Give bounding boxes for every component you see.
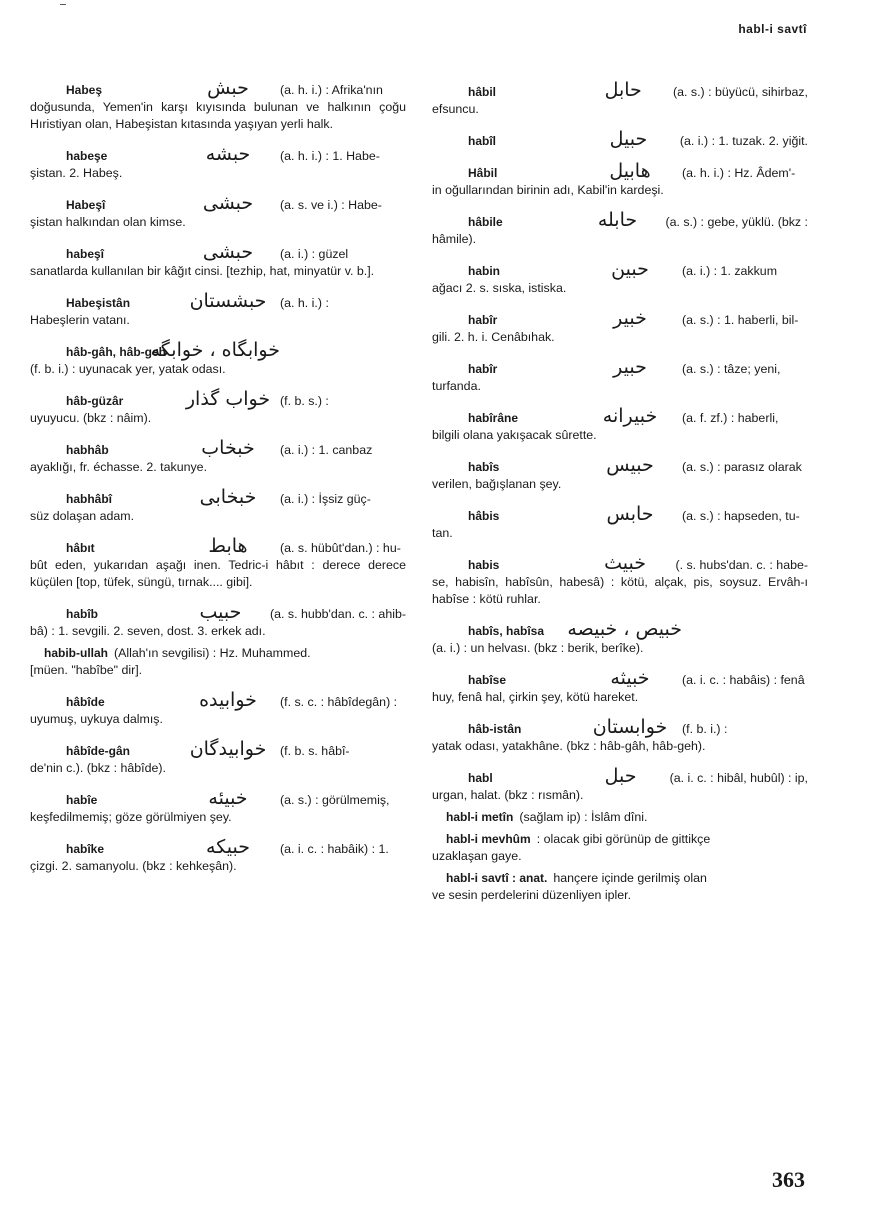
arabic-script: خبخاب — [201, 437, 255, 459]
headword: hâbîde — [66, 695, 105, 709]
arabic-script: خبيئه — [208, 787, 248, 809]
entry-head-line — [432, 716, 808, 738]
headword: hâb-istân — [468, 722, 522, 736]
entry-head-line — [30, 192, 406, 214]
dictionary-entry — [432, 209, 808, 248]
headword: habeşî — [66, 247, 105, 261]
headword: habîl — [468, 134, 497, 148]
dictionary-entry — [432, 258, 808, 297]
definition-start: (a. h. i.) : — [280, 296, 329, 310]
right-column — [432, 79, 808, 917]
entry-head-line — [432, 765, 808, 787]
entry-head-line — [432, 79, 808, 101]
definition-text: ve sesin perdelerini düzenliyen ipler. — [432, 888, 632, 902]
arabic-script: حبش — [207, 77, 249, 99]
definition-text: gili. 2. h. i. Cenâbıhak. — [432, 330, 555, 344]
entry-head-line — [432, 870, 808, 887]
definition-start: (a. h. i.) : 1. Habe- — [280, 149, 380, 163]
definition-start: (a. s.) : 1. haberli, bil- — [682, 313, 799, 327]
headword: habîb — [66, 607, 98, 621]
definition-text: [müen. "habîbe" dir]. — [30, 663, 143, 677]
entry-head-line — [30, 689, 406, 711]
entry-head-line — [30, 339, 406, 361]
dictionary-entry — [432, 716, 808, 755]
dictionary-entry — [30, 689, 406, 728]
definition-start: hançere içinde gerilmiş olan — [553, 871, 707, 885]
definition-start: (f. b. i.) : — [682, 722, 728, 736]
headword: habîs — [468, 460, 500, 474]
headword: hâb-güzâr — [66, 394, 124, 408]
definition-text: huy, fenâ hal, çirkin şey, kötü hareket. — [432, 690, 639, 704]
dictionary-entry — [30, 192, 406, 231]
headword: hâb-gâh, hâb-geh — [66, 345, 166, 359]
dictionary-entry — [30, 738, 406, 777]
headword: habhâbî — [66, 492, 113, 506]
dictionary-entry — [432, 454, 808, 493]
definition-text: şistan halkından olan kimse. — [30, 215, 186, 229]
dictionary-entry — [432, 307, 808, 346]
dictionary-entry — [30, 241, 406, 280]
definition-text: Habeşlerin vatanı. — [30, 313, 130, 327]
definition-text: yatak odası, yatakhâne. (bkz : hâb-gâh, hâb-geh). — [432, 739, 706, 753]
definition-text: bût eden, yukarıdan aşağı inen. Tedric-i hâbıt : derece derece küçülen [top, tüfek, süngü, tırnak.... gibi]. — [30, 558, 406, 589]
arabic-script: حبيس — [606, 454, 654, 476]
definition-start: (a. s.) : parasız olarak — [682, 460, 802, 474]
arabic-script: حابله — [597, 209, 638, 231]
entry-head-line — [432, 618, 808, 640]
definition-text: bilgili olana yakışacak sûrette. — [432, 428, 597, 442]
entry-head-line — [432, 405, 808, 427]
arabic-script: حبير — [613, 356, 647, 378]
entry-head-line — [432, 454, 808, 476]
entry-head-line — [30, 241, 406, 263]
entry-head-line — [432, 160, 808, 182]
definition-start: (a. i.) : 1. zakkum — [682, 264, 778, 278]
entry-head-line — [432, 503, 808, 525]
entry-head-line — [432, 356, 808, 378]
definition-start: (a. i. c. : habâis) : fenâ — [682, 673, 805, 687]
definition-text: verilen, bağışlanan şey. — [432, 477, 562, 491]
entry-head-line — [432, 831, 808, 848]
entry-head-line — [30, 77, 406, 99]
entry-head-line — [432, 809, 808, 826]
definition-text: urgan, halat. (bkz : rısmân). — [432, 788, 584, 802]
headword: Habeşî — [66, 198, 106, 212]
definition-start: (a. s.) : hapseden, tu- — [682, 509, 800, 523]
dictionary-entry — [432, 503, 808, 542]
arabic-script: خوابيدگان — [189, 738, 267, 760]
definition-start: : olacak gibi görünüp de gittikçe — [536, 832, 711, 846]
definition-text: ağacı 2. s. sıska, istiska. — [432, 281, 567, 295]
headword: hâbile — [468, 215, 503, 229]
definition-text: süz dolaşan adam. — [30, 509, 135, 523]
dictionary-entry — [432, 831, 808, 865]
entry-head-line — [30, 738, 406, 760]
definition-start: (a. i.) : güzel — [280, 247, 349, 261]
headword: habîke — [66, 842, 105, 856]
definition-start: (sağlam ip) : İslâm dîni. — [519, 810, 648, 824]
dictionary-entry — [30, 143, 406, 182]
definition-start: (f. b. s. hâbî- — [280, 744, 350, 758]
arabic-script: خبير — [613, 307, 647, 329]
definition-start: (f. s. c. : hâbîdegân) : — [280, 695, 398, 709]
entry-head-line — [432, 667, 808, 689]
definition-start: (a. s. ve i.) : Habe- — [280, 198, 382, 212]
definition-text: (a. i.) : un helvası. (bkz : berik, berîke). — [432, 641, 644, 655]
left-column — [30, 77, 406, 888]
dictionary-entry — [432, 809, 808, 826]
definition-start: (a. i. c. : habâik) : 1. — [280, 842, 389, 856]
arabic-script: خبيص ، خبيصه — [567, 618, 682, 640]
entry-head-line — [30, 143, 406, 165]
arabic-script: خبيثه — [610, 667, 650, 689]
dictionary-entry — [30, 339, 406, 378]
dictionary-entry — [30, 388, 406, 427]
definition-start: (a. s. hübût'dan.) : hu- — [280, 541, 401, 555]
entry-head-line — [432, 209, 808, 231]
arabic-script: حبشى — [202, 192, 254, 214]
definition-text: turfanda. — [432, 379, 481, 393]
definition-text: keşfedilmemiş; göze görülmiyen şey. — [30, 810, 232, 824]
arabic-script: خبخابى — [199, 486, 257, 508]
arabic-script: هابيل — [609, 160, 651, 182]
definition-text: uzaklaşan gaye. — [432, 849, 522, 863]
definition-text: uyuyucu. (bkz : nâim). — [30, 411, 152, 425]
entry-head-line — [432, 128, 808, 150]
arabic-script: حبيب — [199, 601, 242, 623]
dictionary-entry — [30, 486, 406, 525]
definition-start: (a. f. zf.) : haberli, — [682, 411, 779, 425]
definition-text: (f. b. i.) : uyunacak yer, yatak odası. — [30, 362, 226, 376]
entry-head-line — [432, 552, 808, 574]
dictionary-entry — [30, 535, 406, 591]
definition-start: (Allah'ın sevgilisi) : Hz. Muhammed. — [114, 646, 311, 660]
arabic-script: هابط — [208, 535, 248, 557]
entry-head-line — [30, 437, 406, 459]
entry-head-line — [432, 307, 808, 329]
entry-head-line — [30, 836, 406, 858]
arabic-script: حابس — [606, 503, 654, 525]
definition-start: (a. h. i.) : Hz. Âdem'- — [682, 166, 796, 180]
dictionary-entry — [30, 836, 406, 875]
definition-text: çizgi. 2. samanyolu. (bkz : kehkeşân). — [30, 859, 237, 873]
dictionary-entry — [30, 645, 406, 679]
definition-text: in oğullarından birinin adı, Kabil'in kardeşi. — [432, 183, 664, 197]
headword: habîr — [468, 313, 498, 327]
definition-start: (. s. hubs'dan. c. : habe- — [675, 558, 808, 572]
headword: habîs, habîsa — [468, 624, 545, 638]
entry-head-line — [30, 290, 406, 312]
headword: habîse — [468, 673, 507, 687]
dictionary-entry — [432, 667, 808, 706]
headword: habl-i savtî : anat. — [446, 871, 548, 885]
entry-head-line — [30, 601, 406, 623]
arabic-script: حبيل — [609, 128, 648, 150]
headword: habib-ullah — [44, 646, 108, 660]
dictionary-entry — [432, 870, 808, 904]
definition-text: efsuncu. — [432, 102, 479, 116]
arabic-script: خوابيده — [199, 689, 257, 711]
arabic-script: حابل — [604, 79, 642, 101]
headword: Hâbil — [468, 166, 498, 180]
definition-text: de'nin c.). (bkz : hâbîde). — [30, 761, 166, 775]
arabic-script: خوابستان — [592, 716, 668, 738]
definition-start: (a. s.) : tâze; yeni, — [682, 362, 781, 376]
dictionary-entry — [432, 160, 808, 199]
arabic-script: خبيث — [604, 552, 646, 574]
dictionary-entry — [30, 787, 406, 826]
dictionary-entry — [30, 77, 406, 133]
headword: habin — [468, 264, 500, 278]
definition-text: uyumuş, uykuya dalmış. — [30, 712, 163, 726]
headword: habîrâne — [468, 411, 519, 425]
headword: hâbıt — [66, 541, 95, 555]
definition-start: (a. i.) : İşsiz güç- — [280, 492, 371, 506]
arabic-script: حبين — [611, 258, 649, 280]
arabic-script: حبشستان — [189, 290, 267, 312]
headword: hâbis — [468, 509, 500, 523]
headword: habl — [468, 771, 493, 785]
dictionary-entry — [432, 618, 808, 657]
arabic-script: حبل — [604, 765, 637, 787]
definition-start: (a. h. i.) : Afrika'nın — [280, 83, 383, 97]
definition-start: (a. s. hubb'dan. c. : ahib- — [270, 607, 406, 621]
dictionary-entry — [432, 128, 808, 150]
definition-text: ayaklığı, fr. échasse. 2. takunye. — [30, 460, 208, 474]
dictionary-entry — [432, 765, 808, 804]
dictionary-entry — [432, 405, 808, 444]
definition-start: (a. s.) : büyücü, sihirbaz, — [673, 85, 808, 99]
definition-start: (a. s.) : gebe, yüklü. (bkz : — [665, 215, 808, 229]
entry-head-line — [30, 645, 406, 662]
headword: hâbîde-gân — [66, 744, 131, 758]
definition-start: (a. i.) : 1. tuzak. 2. yiğit. — [679, 134, 808, 148]
definition-text: bâ) : 1. sevgili. 2. seven, dost. 3. erkek adı. — [30, 624, 266, 638]
definition-text: doğusunda, Yemen'in karşı kıyısında bulunan ve halkının çoğu Hıristiyan olan, Habeşistan kıtasında yaşıyan yerli halk. — [30, 100, 406, 131]
definition-start: (a. i. c. : hibâl, hubûl) : ip, — [669, 771, 808, 785]
entry-head-line — [30, 388, 406, 410]
headword: habîr — [468, 362, 498, 376]
headword: habhâb — [66, 443, 109, 457]
definition-text: hâmile). — [432, 232, 477, 246]
definition-text: şistan. 2. Habeş. — [30, 166, 123, 180]
headword: Habeş — [66, 83, 103, 97]
headword: habeşe — [66, 149, 108, 163]
dictionary-entry — [30, 601, 406, 640]
headword: habis — [468, 558, 500, 572]
dictionary-entry — [30, 437, 406, 476]
dictionary-entry — [432, 356, 808, 395]
headword: hâbil — [468, 85, 497, 99]
dictionary-entry — [30, 290, 406, 329]
definition-text: sanatlarda kullanılan bir kâğıt cinsi. [tezhip, hat, minyatür v. b.]. — [30, 264, 375, 278]
dictionary-entry — [432, 79, 808, 118]
page-mark — [60, 4, 66, 5]
definition-start: (f. b. s.) : — [280, 394, 329, 408]
arabic-script: حبيكه — [206, 836, 250, 858]
entry-head-line — [30, 486, 406, 508]
headword: habîe — [66, 793, 98, 807]
definition-text: tan. — [432, 526, 453, 540]
headword: habl-i metîn — [446, 810, 514, 824]
entry-head-line — [432, 258, 808, 280]
arabic-script: خواب گذار — [185, 388, 271, 410]
definition-start: (a. i.) : 1. canbaz — [280, 443, 373, 457]
definition-text: se, habisîn, habîsûn, habesâ) : kötü, alçak, pis, soysuz. Ervâh-ı habîse : kötü ruhlar. — [432, 575, 808, 606]
definition-start: (a. s.) : görülmemiş, — [280, 793, 390, 807]
arabic-script: خوابگاه ، خوابگه — [150, 339, 280, 361]
arabic-script: خبيرانه — [602, 405, 658, 427]
arabic-script: حبشه — [205, 143, 251, 165]
dictionary-entry — [432, 552, 808, 608]
entry-head-line — [30, 787, 406, 809]
entry-head-line — [30, 535, 406, 557]
headword: habl-i mevhûm — [446, 832, 531, 846]
running-head: habl-i savtî — [738, 22, 807, 36]
arabic-script: حبشى — [202, 241, 254, 263]
page-number: 363 — [772, 1167, 805, 1192]
headword: Habeşistân — [66, 296, 131, 310]
